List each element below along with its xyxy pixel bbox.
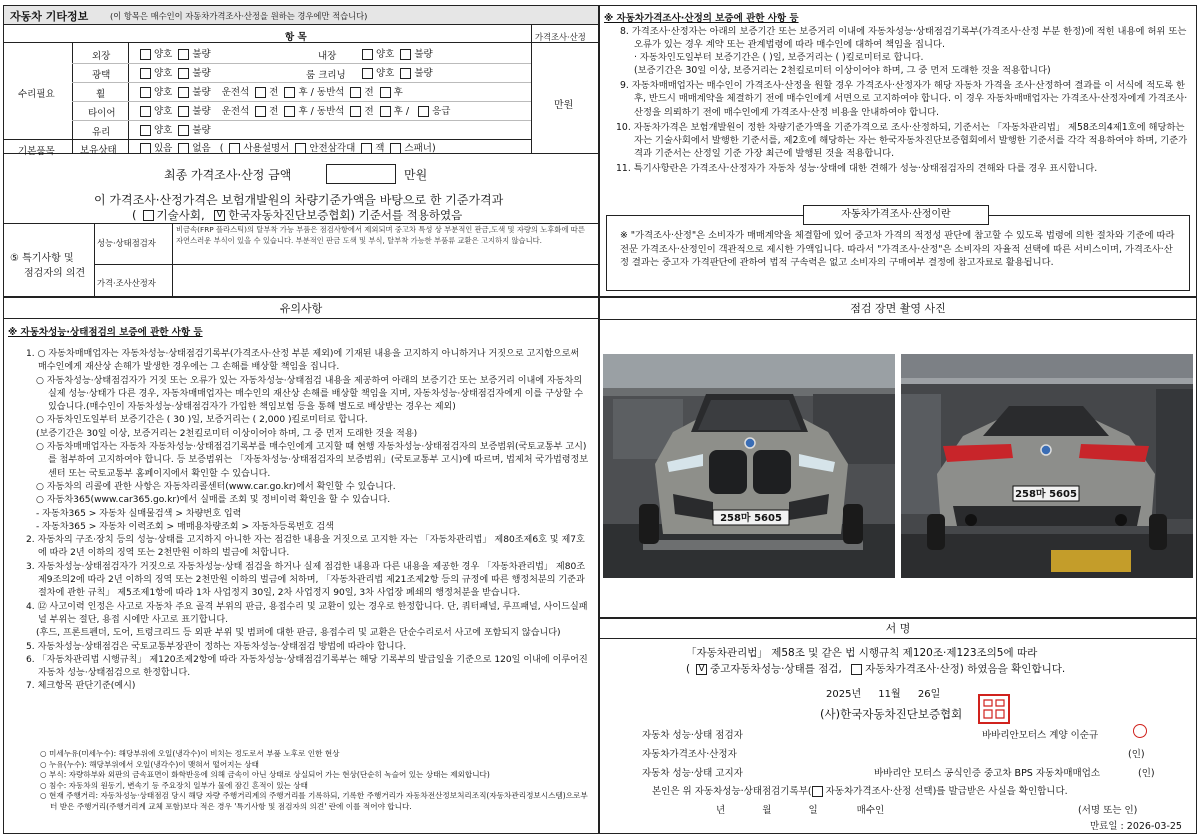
fine-print-item: ○ 부식: 자량하부와 외판의 금속표면이 화학반응에 의해 금속이 아닌 상태로 상실되어 가는 현상(단순히 녹슬어 있는 상태는 제외합니다) — [40, 770, 490, 780]
note-item: ○ 자동차의 리콜에 관한 사항은 자동차리콜센터(www.car.go.kr)에서 확인할 수 있습니다. — [36, 481, 396, 492]
cleaning-bad-checkbox[interactable] — [400, 68, 411, 79]
label-gloss: 광택 — [92, 70, 111, 81]
note-item: ○ 자동차인도일부터 보증기간은 ( 30 )일, 보증거리는 ( 2,000 )킬로미터로 합니다. — [36, 415, 368, 426]
rear-plate: 258마 5605 — [1015, 489, 1077, 500]
warranty-title: ※ 자동차가격조사·산정의 보증에 관한 사항 등 — [604, 13, 799, 24]
org-seal-stamp — [978, 694, 1010, 724]
glass-good-checkbox[interactable] — [140, 125, 151, 136]
inspector-seal — [1133, 724, 1147, 738]
note-item: 6. 「자동차관리법 시행규칙」 제120조제2항에 따라 자동차성능·상태점검기록부는 해당 기록부의 발급일을 기준으로 120일 이내에 이루어진 자동차 성능·상태점검으로 한정합니다. — [26, 654, 588, 679]
note-item: - 자동차365 > 자동차 실매물검색 > 차량번호 입력 — [36, 508, 242, 519]
note-item: ○ 자동차매매업자는 자동차 자동차성능·상태점검기록부를 매수인에게 고지할 때 현행 자동차성능·상태점검자의 보증범위(국토교통부 고시)를 첨부하여 고지하여야 합니다. 등 보증범위는 「자동차성능·상태점검자의 보증범위」(국토교통부 고시)에 따르며, 법제처 국가법령정보센터 또는 국토교통부 홈페이지에서 확인할 수 있습니다. — [36, 442, 589, 479]
note-item: (후드, 프론트펜더, 도어, 트렁크리드 등 외판 부위 및 범퍼에 대한 판금, 용접수리 및 교환은 단순수리로서 사고에 포함되지 않습니다) — [36, 628, 561, 639]
sig-row-2-seal: (인) — [1128, 749, 1145, 760]
receipt-price-checkbox[interactable] — [812, 786, 823, 797]
gloss-good-checkbox[interactable] — [140, 68, 151, 79]
inspector-opinion: 비금속(FRP 플라스틱)의 탈부착 가능 부품은 점검사항에서 제외되며 중고차 특성 상 부분적인 판금,도색 및 자량의 노후화에 따른 자연스러운 부식이 있을 수 있습니다. 부분적인 판금 도색 및 부식, 탈부착 가능한 부품류 교환은 고지하지 않습니다. — [176, 225, 585, 245]
note-item: ○ 자동차성능·상태점검자가 거짓 또는 오류가 있는 자동차성능·상태점검 내용을 제공하여 아래의 보증기간 또는 보증거리 이내에 자동차의 실제 성능·상태가 다른 경우, 자동차매매업자는 매수인의 재산상 손해를 배상할 책임을 지며, 자동차성능·상태점검자에게 이를 구상할 수 있습니다.(매수인이 자동차성능·상태점검자가 가입한 책임보험 등을 통해 별도로 배상받는 경우는 제외) — [36, 375, 584, 413]
special-label-1: ⑤ 특기사항 및 — [10, 253, 74, 264]
buyer-label: 매수인 — [856, 805, 885, 816]
notes-title: 유의사항 — [4, 298, 598, 319]
notes-list — [22, 348, 590, 694]
expiry-date: 만료일 : 2026-03-25 — [1090, 821, 1182, 832]
fine-print-item: ○ 미세누유(미세누수): 해당부위에 오일(냉각수)이 비치는 정도로서 부품 노후로 인한 현상 — [40, 749, 340, 758]
notes-fine-print — [40, 749, 592, 813]
interior-bad-checkbox[interactable] — [400, 49, 411, 60]
note-item: 7. 체크항목 판단기준(예시) — [26, 681, 136, 692]
signature-title: 서 명 — [600, 619, 1196, 639]
date-month: 11월 — [878, 689, 901, 700]
exterior-good-checkbox[interactable] — [140, 49, 151, 60]
note-item: (보증기간은 30일 이상, 보증거리는 2천킬로미터 이상이어야 하며, 그 중 먼저 도래한 것을 적용) — [36, 428, 418, 439]
group-repair: 수리필요 — [18, 89, 55, 100]
org-name: (사)한국자동차진단보증협회 — [820, 707, 963, 721]
basis-tech-checkbox[interactable] — [143, 210, 154, 221]
wheel-good-checkbox[interactable] — [140, 87, 151, 98]
sig-row-2-label: 자동차가격조사·산정자 — [642, 749, 737, 760]
label-room-cleaning: 룸 크리닝 — [306, 70, 346, 81]
note-item: - 자동차365 > 자동차 이력조회 > 매매용차량조회 > 자동차등록번호 검색 — [36, 521, 334, 532]
front-car-photo — [603, 354, 895, 578]
sig-row-1-label: 자동차 성능·상태 점검자 — [642, 730, 743, 741]
warranty-items: 8. 가격조사·산정자는 아래의 보증기간 또는 보증거리 이내에 자동차성능·상태점검기록부(가격조사·산정 부분 한정)에 적힌 내용에 허위 또는 오류가 있는 경우 계약 또는 관계법령에 따라 매수인에 대하여 책임을 집니다. · 자동차인도일부터 보증기간은 ( )일, 보증거리는 ( )킬로미터로 합니다. (보증기간은 30일 이상, 보증거리는 2천킬로미터 이상이어야 하며, 그 중 먼저 도래한 것을 적용합니다) 9. 자동차매매업자는 매수인이 가격조사·산정을 원할 경우 가격조사·산정자가 해당 자동차 가격을 조사·산정하여 결과를 이 서식에 적도록 한 후, 반드시 매매계약을 체결하기 전에 매수인에게 서면으로 고지하여야 합니다. 이 경우 자동차매매업자는 가격조사·산정자에게 가격조사·산정을 의뢰하기 전에 매수인에게 가격조사·산정 비용을 안내하여야 합니다. 10. 자동차가격은 보험개발원이 정한 차량기준가액을 기준가격으로 조사·산정하되, 기준서는 「자동차관리법」 제58조의4제1호에 해당하는 자는 기술사회에서 발행한 기준서를, 제2호에 해당하는 자는 한국자동차진단보증협회에서 발행한 기준서를 각각 적용하여야 하며, 기준가격과 기준서는 산정일 기준 가장 최근에 발행된 것을 적용합니다. 11. 특기사항란은 가격조사·산정자가 자동차 성능·상태에 대한 견해가 성능·상태점검자의 견해와 다를 경우 표시합니다. — [616, 26, 1188, 174]
label-tire: 타이어 — [88, 108, 116, 119]
note-item: 4. ⑫ 사고이력 인정은 사고로 자동차 주요 골격 부위의 판금, 용접수리 및 교환이 있는 경우로 한정합니다. 단, 쿼터패널, 루프패널, 사이드실패널 부위는 절단, 용접 시에만 사고로 표기합니다. — [26, 601, 588, 625]
group-basic: 기본품목 — [18, 146, 55, 157]
price-info-box-title: 자동차가격조사·산정이란 — [803, 205, 989, 225]
fine-print-item: ○ 현재 주행거리: 자동차성능·상태점검 당시 해당 자량 주행거리계의 주행거리를 기록하되, 기록한 주행거리가 자동차전산정보처리조직(자동차관리정보시스템)으로부터 받은 주행거리(주행거리계 교체 포함)보다 적은 경우 '특기사항 및 점검자의 의견' 란에 이를 적어야 합니다. — [40, 791, 588, 811]
price-unit-man-won: 만원 — [554, 100, 574, 111]
fine-print-item: ○ 침수: 자동차의 원동기, 변속기 등 주요장치 일부가 물에 잠긴 흔적이 있는 상태 — [40, 780, 308, 790]
other-info-note: (이 항목은 매수인이 자동차가격조사·산정을 원하는 경우에만 적습니다) — [110, 11, 368, 21]
note-item: 5. 자동차성능·상태점검은 국토교통부장관이 정하는 자동차성능·상태점검 방법에 따라야 합니다. — [26, 641, 407, 652]
other-info-title: 자동차 기타정보 — [10, 10, 89, 23]
note-item: 1. ○ 자동차매매업자는 자동차성능·상태점검기록부(가격조사·산정 부분 제외)에 기재된 내용을 고지하지 아니하거나 거짓으로 고지함으로써 매수인에게 재산상 손해가 발생한 경우에는 그 손해를 배상할 책임을 집니다. — [26, 349, 580, 373]
cleaning-good-checkbox[interactable] — [362, 68, 373, 79]
label-interior: 내장 — [318, 51, 337, 62]
price-info-box-text: ※ "가격조사·산정"은 소비자가 매매계약을 체결함에 있어 중고차 가격의 적정성 판단에 참고할 수 있도록 법령에 의한 절차와 기준에 따라 전문 가격조사·산정인이 객관적으로 제시한 가액입니다. 따라서 "가격조사·산정"은 소비자의 자율적 선택에 따른 서비스이며, 가격조사·산정 결과는 중고자 가격판단에 관하여 법적 구속력은 없고 소비자의 구매여부 결정에 참고자료로 활용됩니다. — [620, 230, 1175, 269]
col-item: 항 목 — [285, 32, 307, 43]
date-day: 26일 — [917, 689, 941, 700]
final-price-input[interactable] — [326, 164, 396, 184]
sig-row-1-value: 바바리안모터스 계양 이순규 — [982, 730, 1099, 741]
interior-good-checkbox[interactable] — [362, 49, 373, 60]
inspector-label: 성능·상태점검자 — [97, 238, 156, 248]
label-wheel: 휠 — [96, 89, 106, 100]
basis-kaia-checkbox[interactable]: V — [214, 210, 225, 221]
price-inspector-label: 가격·조사산정자 — [97, 278, 156, 288]
notes-subtitle: ※ 자동차성능·상태점검의 보증에 관한 사항 등 — [8, 327, 203, 338]
wheel-bad-checkbox[interactable] — [178, 87, 189, 98]
basis-standard: ( 기술사회, V 한국자동차진단보증협회) 기준서를 적용하였음 — [132, 208, 463, 222]
note-item: 3. 자동차성능·상태점검자가 거짓으로 자동차성능·상태 점검을 하거나 실제 점검한 내용과 다른 내용을 제공한 경우 「자동차관리법」 제80조제9조의2에 따라 2년 이하의 징역 또는 2천만원 이하의 벌금에 처하며, 「자동차관리법 제21조제2항 등의 규정에 따른 행정처분의 기준과 절차에 관한 규칙」 제5조제1항에 따라 1차 사업정지 30일, 2차 사업정지 90일, 3차 사업장 폐쇄의 행정처분을 받습니다. — [26, 561, 586, 599]
tire-good-checkbox[interactable] — [140, 106, 151, 117]
items-no-checkbox[interactable] — [178, 143, 189, 154]
exterior-bad-checkbox[interactable] — [178, 49, 189, 60]
sign-or-seal: (서명 또는 인) — [1078, 805, 1138, 816]
sig-row-3-value: 바바리안 모터스 공식인증 중고차 BPS 자동차매매업소 — [874, 768, 1101, 779]
sig-row-3-label: 자동차 성능·상태 고지자 — [642, 768, 743, 779]
note-item: ○ 자동차365(www.car365.go.kr)에서 실매를 조회 및 정비이력 확인을 할 수 있습니다. — [36, 495, 391, 506]
sig-row-3-seal: (인) — [1138, 768, 1155, 779]
label-glass: 유리 — [92, 127, 111, 138]
tire-bad-checkbox[interactable] — [178, 106, 189, 117]
final-price-label: 최종 가격조사·산정 금액 — [164, 168, 292, 182]
front-plate: 258마 5605 — [720, 513, 782, 524]
note-item: 2. 자동차의 구조·장치 등의 성능·상태를 고지하지 아니한 자는 점검한 내용을 거짓으로 고지한 자는 「자동차관리법」 제80조제6호 및 제7호에 따라 2년 이하의 징역 또는 2천만원 이하의 벌금에 처합니다. — [26, 535, 585, 559]
label-own-status: 보유상태 — [80, 145, 117, 156]
basis-line: 이 가격조사·산정가격은 보험개발원의 차량기준가액을 바탕으로 한 기준가격과 — [94, 193, 504, 207]
col-price: 가격조사·산정 — [535, 32, 586, 42]
law-line: 「자동차관리법」 제58조 및 같은 법 시행규칙 제120조·제123조의5에 따라 — [686, 647, 1038, 659]
date-year: 2025년 — [826, 689, 862, 700]
final-price-unit: 만원 — [404, 168, 428, 182]
glass-bad-checkbox[interactable] — [178, 125, 189, 136]
fine-print-item: ○ 누유(누수): 해당부위에서 오일(냉각수)이 맺혀서 떨어지는 상태 — [40, 759, 259, 769]
rear-car-photo — [901, 354, 1193, 578]
receipt-line: 본인은 위 자동차성능·상태점검기록부( 자동차가격조사·산정 선택)를 발급받은 사실을 확인합니다. — [652, 786, 1068, 797]
confirm-line: ( V 중고자동차성능·상태를 점검, 자동차가격조사·산정) 하였음을 확인합니다. — [686, 663, 1066, 675]
items-yes-checkbox[interactable] — [140, 143, 151, 154]
special-label-2: 점검자의 의견 — [24, 268, 86, 279]
photos-title: 점검 장면 촬영 사진 — [600, 298, 1196, 320]
choice-price-checkbox[interactable] — [851, 664, 862, 675]
label-exterior: 외장 — [92, 51, 111, 62]
gloss-bad-checkbox[interactable] — [178, 68, 189, 79]
choice-inspection-checkbox[interactable]: V — [696, 664, 707, 675]
